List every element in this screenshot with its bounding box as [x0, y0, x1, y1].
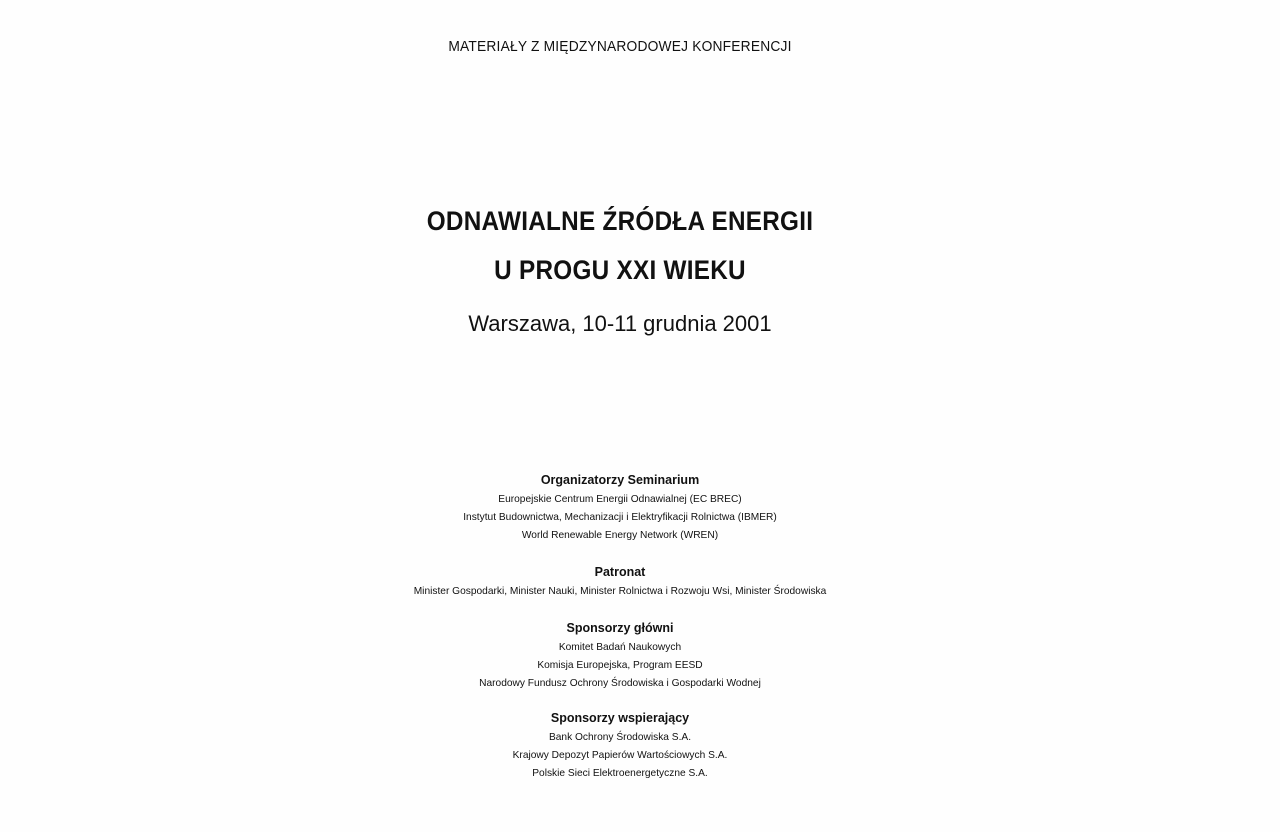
patronage-item: Minister Gospodarki, Minister Nauki, Minister Rolnictwa i Rozwoju Wsi, Minister Środowiska [413, 585, 827, 597]
title-line-1: ODNAWIALNE ŹRÓDŁA ENERGII [426, 206, 814, 236]
title-line-2: U PROGU XXI WIEKU [494, 255, 746, 285]
supporting-sponsor-item: Polskie Sieci Elektroenergetyczne S.A. [532, 767, 708, 779]
main-sponsor-item: Komisja Europejska, Program EESD [537, 659, 703, 671]
main-sponsors-section [0, 619, 1240, 692]
organizer-item: Instytut Budownictwa, Mechanizacji i Elektryfikacji Rolnictwa (IBMER) [463, 511, 777, 523]
supporting-sponsor-item: Bank Ochrony Środowiska S.A. [548, 731, 692, 743]
organizers-section [0, 471, 1240, 544]
main-sponsors-heading: Sponsorzy główni [566, 621, 674, 635]
organizer-item: Europejskie Centrum Energii Odnawialnej (EC BREC) [498, 493, 742, 505]
main-sponsor-item: Narodowy Fundusz Ochrony Środowiska i Gospodarki Wodnej [479, 677, 761, 689]
conference-date: Warszawa, 10-11 grudnia 2001 [468, 311, 772, 336]
patronage-section [0, 563, 1240, 600]
supporting-sponsors-section [0, 709, 1240, 782]
patronage-heading: Patronat [594, 565, 646, 579]
supporting-sponsors-heading: Sponsorzy wspierający [550, 711, 690, 725]
organizers-heading: Organizatorzy Seminarium [540, 473, 700, 487]
organizer-item: World Renewable Energy Network (WREN) [521, 529, 719, 541]
series-heading: MATERIAŁY Z MIĘDZYNARODOWEJ KONFERENCJI [448, 38, 792, 55]
main-sponsor-item: Komitet Badań Naukowych [558, 641, 682, 653]
supporting-sponsor-item: Krajowy Depozyt Papierów Wartościowych S.A. [512, 749, 728, 761]
